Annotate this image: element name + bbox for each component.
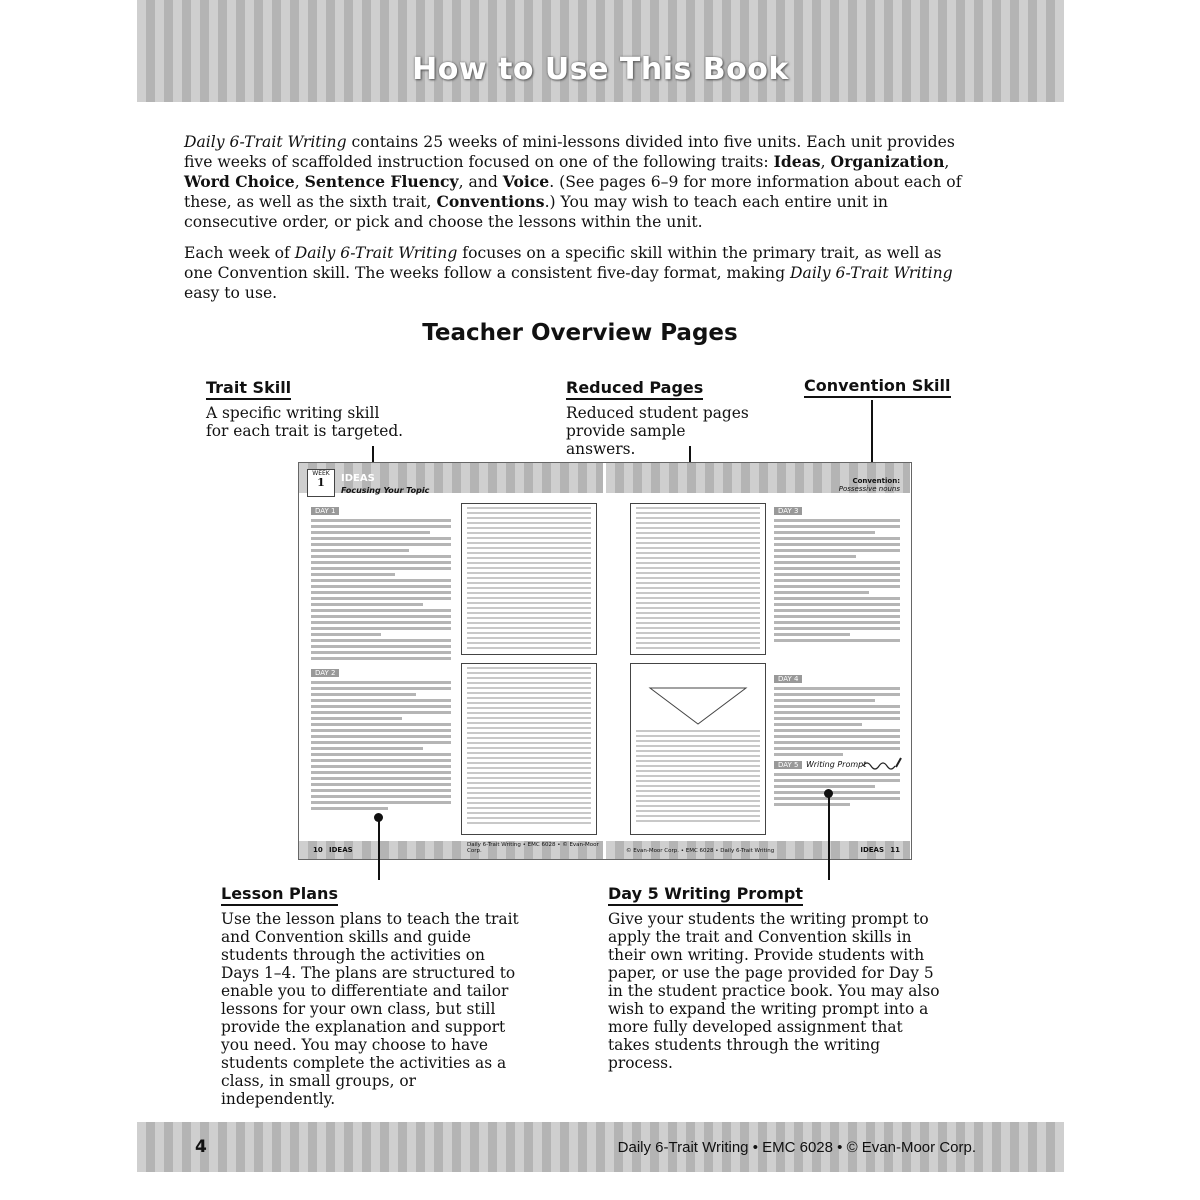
reduced-student-page <box>461 663 597 835</box>
trait-name: Sentence Fluency <box>304 172 459 191</box>
text: , and <box>458 173 503 191</box>
triangle-diagram-icon <box>648 686 748 726</box>
day5-leader <box>828 794 830 880</box>
page-header <box>137 0 1064 102</box>
lesson-text <box>774 687 900 759</box>
right-page-trait: IDEAS <box>860 846 884 854</box>
book-title: Daily 6-Trait Writing <box>184 133 347 151</box>
writing-prompt-label: Writing Prompt <box>806 760 867 769</box>
day5-text: Give your students the writing prompt to apply the trait and Convention skills in their own writing. Provide students with paper, or use the page provided for Day 5 in the student practice book. You may also wish to expand the writing prompt into a more fully developed assignment that takes students through the writing process. <box>608 910 940 1072</box>
lesson-text <box>311 519 451 663</box>
convention-value: Possessive nouns <box>838 485 900 493</box>
week-number: 1 <box>317 476 325 489</box>
text: . (See pages 6–9 for more information about each of these, as well as the sixth trait, <box>184 173 962 211</box>
convention-label: Convention: <box>852 477 900 485</box>
book-title: Daily 6-Trait Writing <box>790 264 953 282</box>
lesson-text <box>774 519 900 645</box>
section-heading: Teacher Overview Pages <box>422 320 738 346</box>
footer-credit: Daily 6-Trait Writing • EMC 6028 • © Evan-Moor Corp. <box>617 1139 976 1156</box>
text: , <box>944 153 950 171</box>
text: focuses on a specific skill within the primary trait, as well as one Convention skill. The weeks follow a consistent five-day format, making <box>184 244 942 282</box>
reduced-pages-title: Reduced Pages <box>566 378 703 400</box>
right-page-thumbnail <box>606 463 910 859</box>
intro-paragraph-2 <box>184 243 974 303</box>
trait-name: Organization <box>830 152 945 171</box>
day-1-label: DAY 1 <box>311 507 339 515</box>
week-label: WEEK <box>312 470 330 477</box>
convention-skill-title: Convention Skill <box>804 376 951 398</box>
day-5-label: DAY 5 <box>774 761 802 769</box>
right-page-number: 11 <box>890 846 900 854</box>
text: , <box>820 153 831 171</box>
page-title: How to Use This Book <box>412 52 789 87</box>
trait-name: Word Choice <box>184 172 295 191</box>
text: easy to use. <box>184 284 278 302</box>
spread-topic: Focusing Your Topic <box>341 486 430 495</box>
trait-name: Ideas <box>773 152 821 171</box>
lesson-plans-text: Use the lesson plans to teach the trait and Convention skills and guide students through the activities on Days 1–4. The plans are structured to enable you to differentiate and tailor lessons for your own class, but still provide the explanation and support you need. You may choose to have students complete the activities as a class, in small groups, or independently. <box>221 910 519 1108</box>
left-page-credit: Daily 6-Trait Writing • EMC 6028 • © Evan-Moor Corp. <box>467 842 599 854</box>
convention-skill-leader <box>871 400 873 468</box>
lesson-text <box>311 681 451 813</box>
reduced-student-page <box>630 503 766 655</box>
trait-name: Conventions <box>436 192 545 211</box>
day-2-label: DAY 2 <box>311 669 339 677</box>
page-number: 4 <box>195 1137 207 1157</box>
week-box <box>307 469 335 497</box>
book-title: Daily 6-Trait Writing <box>294 244 458 262</box>
teacher-overview-spread <box>298 462 912 860</box>
lesson-text <box>774 773 900 809</box>
trait-name: Voice <box>502 172 550 191</box>
left-page-thumbnail <box>299 463 603 859</box>
spread-trait: IDEAS <box>341 473 375 484</box>
intro-paragraph-1 <box>184 132 974 232</box>
reduced-student-page <box>630 663 766 835</box>
text: Each week of <box>184 244 295 262</box>
trait-skill-text: A specific writing skill for each trait is targeted. <box>206 404 404 440</box>
reduced-pages-text: Reduced student pages provide sample answers. <box>566 404 749 458</box>
page-footer <box>137 1122 1064 1172</box>
right-page-credit: © Evan-Moor Corp. • EMC 6028 • Daily 6-Trait Writing <box>626 848 775 854</box>
day5-title: Day 5 Writing Prompt <box>608 884 803 906</box>
left-page-trait: IDEAS <box>329 846 353 854</box>
text: , <box>294 173 305 191</box>
text: contains 25 weeks of mini-lessons divided into five units. Each unit provides five weeks of scaffolded instruction focused on one of the following traits: <box>184 133 955 171</box>
day-4-label: DAY 4 <box>774 675 802 683</box>
reduced-student-page <box>461 503 597 655</box>
text: .) You may wish to teach each entire unit in consecutive order, or pick and choose the lessons within the unit. <box>184 193 888 231</box>
day-3-label: DAY 3 <box>774 507 802 515</box>
lesson-plans-title: Lesson Plans <box>221 884 338 906</box>
pencil-squiggle-icon <box>862 757 902 771</box>
left-page-number: 10 <box>313 846 323 854</box>
lesson-plans-leader <box>378 818 380 880</box>
trait-skill-title: Trait Skill <box>206 378 291 400</box>
